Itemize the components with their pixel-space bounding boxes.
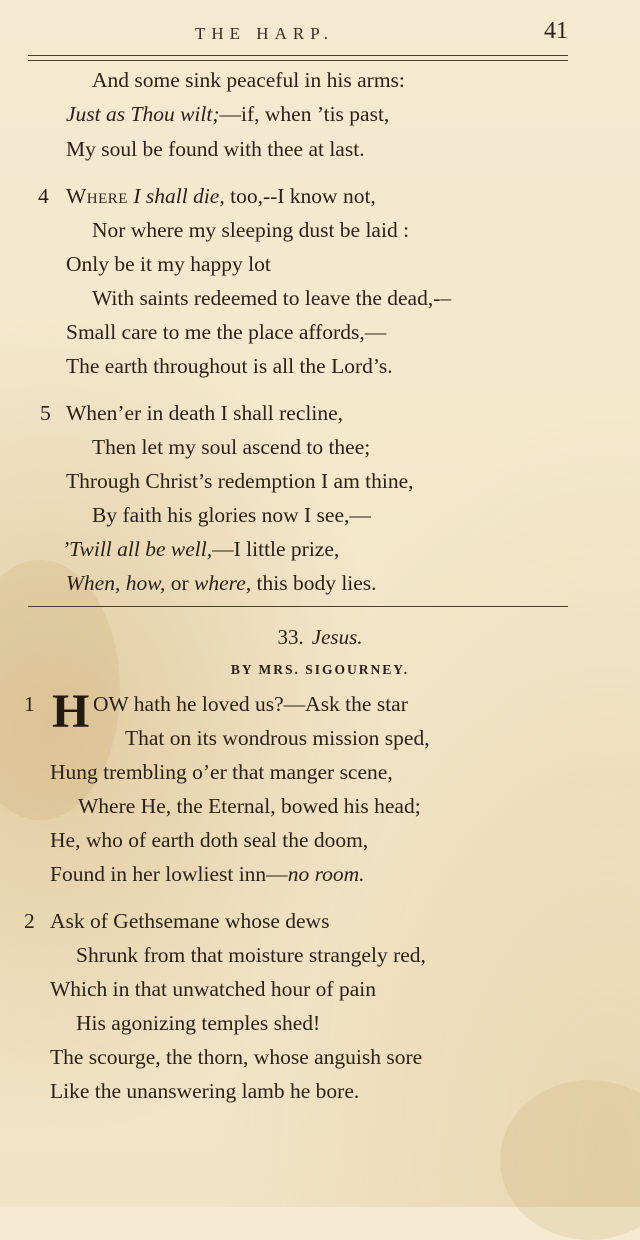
hymn-name: Jesus. bbox=[311, 625, 363, 649]
hymn-title bbox=[0, 625, 640, 650]
verse-line bbox=[62, 539, 339, 561]
verse-italic: no room. bbox=[287, 862, 365, 886]
verse-line: Like the unanswering lamb he bore. bbox=[50, 1079, 360, 1103]
stanza-number: 1 bbox=[24, 692, 35, 716]
verse-line: Hung trembling o’er that manger scene, bbox=[50, 760, 393, 784]
verse-italic: Just as Thou wilt; bbox=[66, 102, 220, 126]
paper-stain bbox=[500, 1080, 640, 1240]
verse-line: Which in that unwatched hour of pain bbox=[50, 977, 376, 1001]
verse-text: —if, when ’tis past, bbox=[219, 102, 390, 126]
hymn-author: BY MRS. SIGOURNEY. bbox=[230, 662, 410, 677]
verse-first-word: Where bbox=[66, 184, 128, 208]
verse-line: Only be it my happy lot bbox=[66, 252, 271, 276]
verse-line: OW hath he loved us?—Ask the star bbox=[93, 692, 408, 716]
verse-text: Found in her lowliest inn— bbox=[50, 862, 288, 886]
stanza-number: 2 bbox=[24, 909, 35, 933]
header-rule-thin bbox=[28, 60, 568, 61]
verse-line: His agonizing temples shed! bbox=[76, 1011, 321, 1035]
verse-line bbox=[66, 104, 389, 126]
verse-text: this body lies. bbox=[251, 571, 377, 595]
verse-line: By faith his glories now I see,— bbox=[92, 503, 371, 527]
header-rule bbox=[28, 55, 568, 56]
verse-italic: how, bbox=[125, 571, 166, 595]
verse-line: Shrunk from that moisture strangely red, bbox=[76, 943, 426, 967]
verse-text: too,--I know not, bbox=[230, 184, 376, 208]
stanza-number: 5 bbox=[40, 401, 51, 425]
verse-line: Small care to me the place affords,— bbox=[66, 320, 387, 344]
verse-line: Through Christ’s redemption I am thine, bbox=[66, 469, 414, 493]
verse-italic: I shall die, bbox=[133, 184, 225, 208]
section-rule bbox=[28, 606, 568, 607]
verse-line: That on its wondrous mission sped, bbox=[125, 726, 430, 750]
verse-line: The earth throughout is all the Lord’s. bbox=[66, 354, 393, 378]
running-head bbox=[0, 18, 640, 52]
hymn-number: 33. bbox=[277, 625, 304, 649]
verse-line bbox=[66, 186, 376, 208]
verse-line: The scourge, the thorn, whose anguish sore bbox=[50, 1045, 423, 1069]
stanza-number: 4 bbox=[38, 184, 49, 208]
verse-text: —I little prize, bbox=[212, 537, 340, 561]
page-number: 41 bbox=[544, 18, 568, 44]
verse-line bbox=[50, 864, 365, 886]
verse-line: He, who of earth doth seal the doom, bbox=[50, 828, 369, 852]
verse-italic: ’Twill all be well, bbox=[62, 537, 213, 561]
verse-line: My soul be found with thee at last. bbox=[66, 137, 365, 161]
verse-text: or bbox=[165, 571, 194, 595]
drop-cap: H bbox=[52, 685, 90, 738]
verse-italic: where, bbox=[194, 571, 252, 595]
verse-line: Nor where my sleeping dust be laid : bbox=[92, 218, 410, 242]
running-title: THE HARP. bbox=[195, 24, 335, 43]
verse-italic: When, bbox=[66, 571, 121, 595]
verse-line: And some sink peaceful in his arms: bbox=[92, 68, 405, 92]
verse-line: Where He, the Eternal, bowed his head; bbox=[78, 794, 421, 818]
verse-line: Then let my soul ascend to thee; bbox=[92, 435, 371, 459]
verse-line bbox=[66, 573, 377, 595]
verse-line: With saints redeemed to leave the dead,-– bbox=[92, 286, 452, 310]
verse-line: Ask of Gethsemane whose dews bbox=[50, 909, 330, 933]
verse-line: When’er in death I shall recline, bbox=[66, 401, 343, 425]
